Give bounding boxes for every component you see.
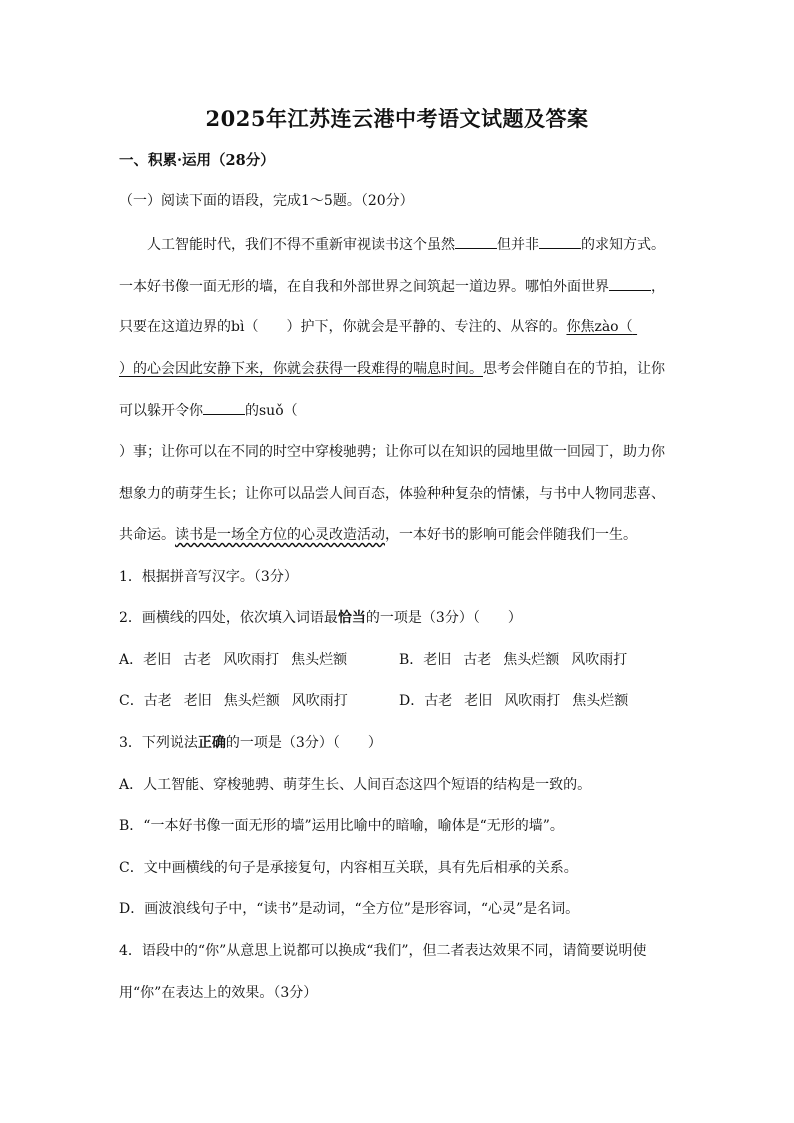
passage-line-7: 想象力的萌芽生长；让你可以品尝人间百态，体验种种复杂的情愫，与书中人物同悲喜、 bbox=[119, 486, 665, 502]
fill-blank bbox=[539, 234, 581, 249]
question-2-option-a: A．老旧 古老 风吹雨打 焦头烂额 bbox=[119, 652, 348, 668]
question-3: 3．下列说法正确的一项是（3分）（ ） bbox=[119, 735, 382, 751]
subsection-heading: （一）阅读下面的语段，完成1～5题。（20分） bbox=[119, 193, 414, 209]
question-2: 2．画横线的四处，依次填入词语最恰当的一项是（3分）（ ） bbox=[119, 610, 522, 626]
question-4-line-1: 4．语段中的“你”从意思上说都可以换成“我们”，但二者表达效果不同，请简要说明使 bbox=[119, 943, 647, 959]
fill-blank bbox=[203, 400, 245, 415]
passage-line-3: 只要在这道边界的bì（ ）护下，你就会是平静的、专注的、从容的。你焦zào（ bbox=[119, 319, 633, 335]
section-heading: 一、积累·运用（28分） bbox=[119, 152, 275, 169]
underlined-sentence: ）的心会因此安静下来，你就会获得一段难得的喘息时间。 bbox=[119, 361, 483, 377]
document-title: 2025年江苏连云港中考语文试题及答案 bbox=[205, 106, 589, 131]
question-2-option-c: C．古老 老旧 焦头烂额 风吹雨打 bbox=[119, 693, 348, 709]
fill-blank bbox=[609, 276, 651, 291]
question-3-option-c: C．文中画横线的句子是承接复句，内容相互关联，具有先后相承的关系。 bbox=[119, 860, 578, 876]
question-3-option-a: A．人工智能、穿梭驰骋、萌芽生长、人间百态这四个短语的结构是一致的。 bbox=[119, 777, 592, 793]
passage-line-4: ）的心会因此安静下来，你就会获得一段难得的喘息时间。思考会伴随自在的节拍，让你 bbox=[119, 361, 665, 377]
wavy-underlined-sentence: 读书是一场全方位的心灵改造活动 bbox=[175, 527, 385, 543]
passage-line-8: 共命运。读书是一场全方位的心灵改造活动，一本好书的影响可能会伴随我们一生。 bbox=[119, 527, 637, 543]
passage-line-1: 人工智能时代，我们不得不重新审视读书这个虽然 但并非 的求知方式。 bbox=[147, 234, 665, 255]
question-2-option-b: B．老旧 古老 焦头烂额 风吹雨打 bbox=[399, 652, 628, 668]
question-3-option-d: D．画波浪线句子中，“读书”是动词，“全方位”是形容词，“心灵”是名词。 bbox=[119, 901, 580, 917]
question-1: 1．根据拼音写汉字。（3分） bbox=[119, 569, 298, 585]
question-2-option-d: D．古老 老旧 风吹雨打 焦头烂额 bbox=[399, 693, 629, 709]
passage-line-2: 一本好书像一面无形的墙，在自我和外部世界之间筑起一道边界。哪怕外面世界 ， bbox=[119, 276, 665, 297]
question-4-line-2: 用“你”在表达上的效果。（3分） bbox=[119, 985, 318, 1001]
fill-blank bbox=[455, 234, 497, 249]
question-3-option-b: B．“一本好书像一面无形的墙”运用比喻中的暗喻，喻体是“无形的墙”。 bbox=[119, 818, 564, 834]
passage-line-5: 可以躲开令你 的suǒ（ bbox=[119, 400, 298, 421]
underlined-sentence: 你焦zào（ bbox=[566, 319, 633, 335]
passage-line-6: ）事；让你可以在不同的时空中穿梭驰骋；让你可以在知识的园地里做一回园丁，助力你 bbox=[119, 444, 665, 460]
